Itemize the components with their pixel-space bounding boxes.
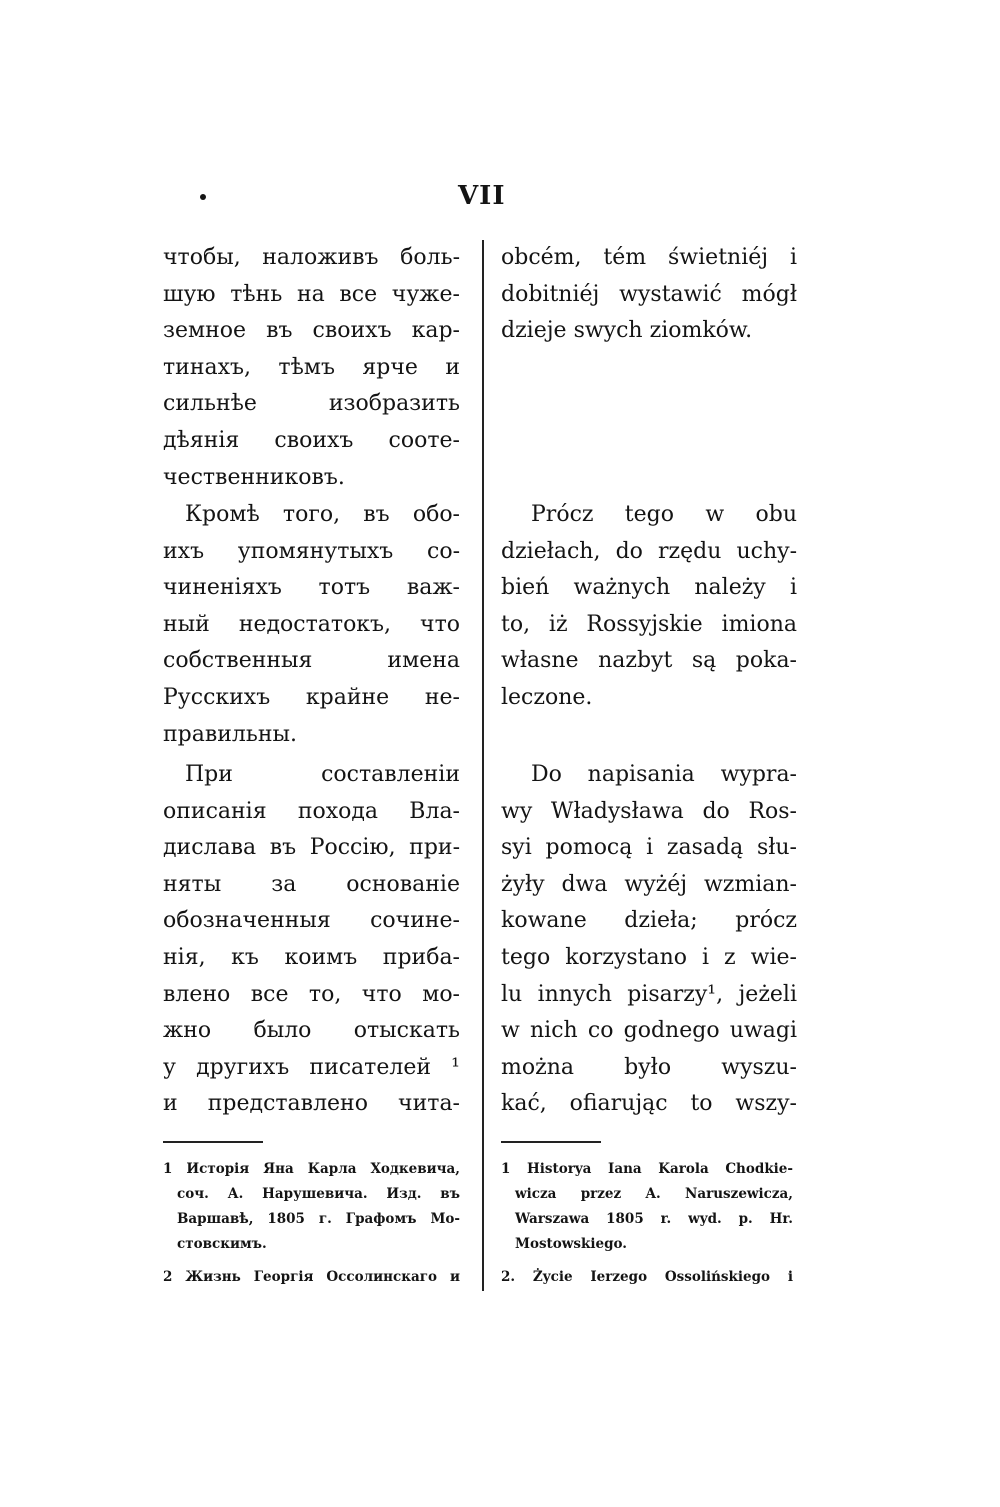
text-line: и представлено чита- <box>163 1091 460 1117</box>
right-paragraph-1 <box>501 240 797 350</box>
text-line: wy Władysława do Ros- <box>501 798 797 824</box>
text-line: Кромѣ того, въ обо- <box>185 502 460 527</box>
text-line: dobitniéj wystawić mógł <box>501 281 797 307</box>
text-line: Prócz tego w obu <box>531 502 797 527</box>
left-paragraph-1 <box>163 240 460 496</box>
footnote-rule-right <box>501 1141 601 1143</box>
text-line: нія, къ коимъ приба- <box>163 944 460 970</box>
text-line: Do napisania wypra- <box>531 762 797 787</box>
footnote-line: wicza przez A. Naruszewicza, <box>515 1186 793 1202</box>
column-divider <box>482 240 484 1291</box>
text-line: to, iż Rossyjskie imiona <box>501 611 797 637</box>
text-line: дислава въ Россію, при- <box>163 835 460 861</box>
text-line: kowane dzieła; prócz <box>501 908 797 934</box>
printer-dot-mark <box>200 194 206 200</box>
text-line: żyły dwa wyżéj wzmian- <box>501 871 797 897</box>
text-line: влено все то, что мо- <box>163 981 460 1007</box>
footnote-line: 2. Życie Ierzego Ossolińskiego i <box>501 1269 793 1285</box>
text-line: własne nazbyt są poka- <box>501 648 797 674</box>
text-line: obcém, tém świetniéj i <box>501 245 797 270</box>
left-paragraph-3 <box>163 757 460 1123</box>
text-line: w nich co godnego uwagi <box>501 1018 797 1044</box>
text-line: lu innych pisarzy¹, jeżeli <box>501 981 797 1007</box>
text-line: kać, ofiarując to wszy- <box>501 1091 797 1117</box>
text-line: няты за основаніе <box>163 871 460 897</box>
footnote-line: соч. А. Нарушевича. Изд. въ <box>177 1186 460 1202</box>
text-line: ный недостатокъ, что <box>163 611 460 637</box>
footnote-line: Warszawa 1805 r. wyd. p. Hr. <box>515 1211 793 1227</box>
text-line: у другихъ писателей ¹ <box>163 1054 460 1080</box>
text-line: чественниковъ. <box>163 464 345 490</box>
left-paragraph-2 <box>163 497 460 753</box>
text-line: При составленіи <box>185 762 460 787</box>
footnote-line: стовскимъ. <box>177 1236 267 1252</box>
text-line: тинахъ, тѣмъ ярче и <box>163 354 460 380</box>
text-line: описанія похода Вла- <box>163 798 460 824</box>
right-paragraph-2 <box>501 497 797 717</box>
text-line: dziełach, do rzędu uchy- <box>501 538 797 564</box>
footnote-line: Варшавѣ, 1805 г. Графомъ Мо- <box>177 1211 460 1227</box>
text-line: обозначенныя сочине- <box>163 908 460 934</box>
footnote-left-2 <box>163 1265 460 1290</box>
text-line: można było wyszu- <box>501 1054 797 1080</box>
text-line: чтобы, наложивъ боль- <box>163 245 460 270</box>
footnote-left-1 <box>163 1157 460 1257</box>
text-line: земное въ своихъ кар- <box>163 318 460 344</box>
text-line: dzieje swych ziomków. <box>501 318 753 344</box>
text-line: собственныя имена <box>163 648 460 674</box>
page-number: VII <box>458 181 506 211</box>
text-line: чиненіяхъ тотъ важ- <box>163 575 460 601</box>
text-line: bień ważnych należy i <box>501 575 797 601</box>
text-line: syi pomocą i zasadą słu- <box>501 835 797 861</box>
text-line: жно было отыскать <box>163 1018 460 1044</box>
footnote-line: Mostowskiego. <box>515 1236 627 1252</box>
footnote-right-2 <box>501 1265 793 1290</box>
footnote-line: 1 Исторія Яна Карла Ходкевича, <box>163 1161 460 1177</box>
footnote-rule-left <box>163 1141 263 1143</box>
footnote-line: 2 Жизнь Георгія Оссолинскаго и <box>163 1269 460 1285</box>
text-line: tego korzystano i z wie- <box>501 944 797 970</box>
text-line: сильнѣе изобразить <box>163 391 460 417</box>
footnote-right-1 <box>501 1157 793 1257</box>
text-line: Русскихъ крайне не- <box>163 684 460 710</box>
text-line: дѣянія своихъ сооте- <box>163 427 460 453</box>
text-line: ихъ упомянутыхъ со- <box>163 538 460 564</box>
text-line: leczone. <box>501 684 593 710</box>
right-paragraph-3 <box>501 757 797 1123</box>
footnote-line: 1 Historya Iana Karola Chodkie- <box>501 1161 793 1177</box>
text-line: шую тѣнь на все чуже- <box>163 281 460 307</box>
text-line: правильны. <box>163 721 298 747</box>
